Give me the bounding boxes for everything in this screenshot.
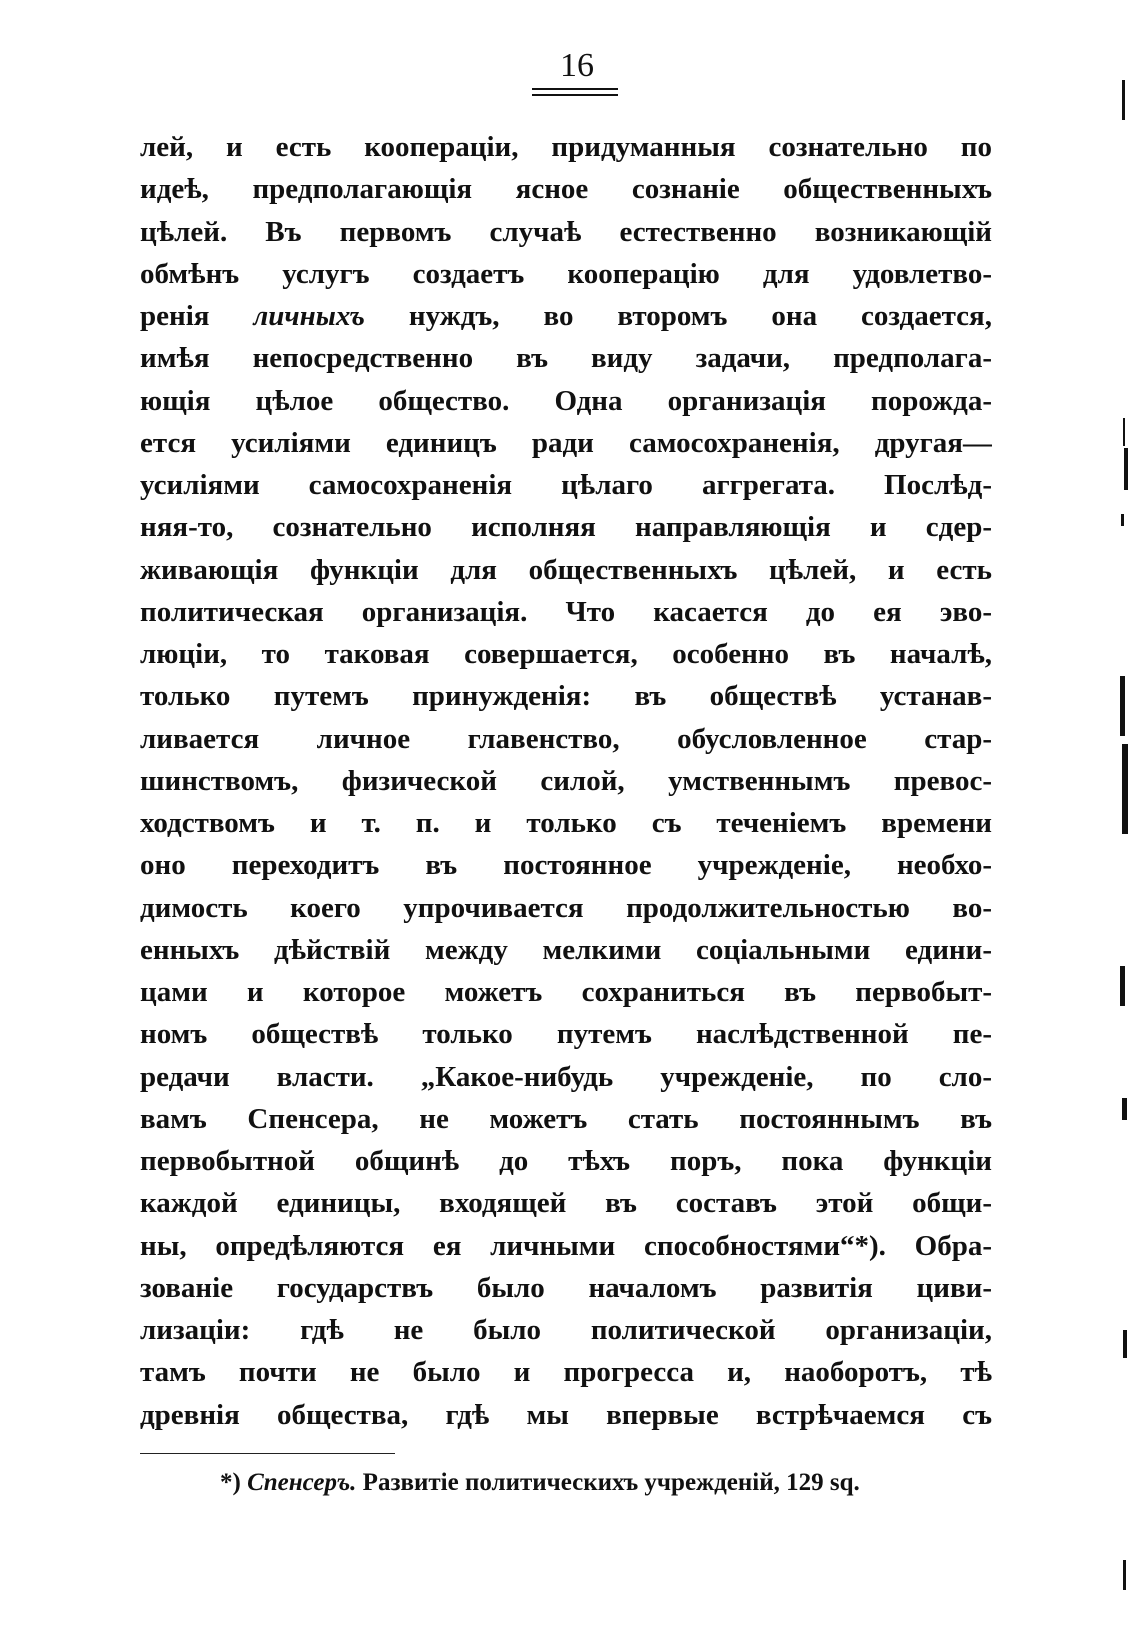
line-segment: тамъ почти не было и прогресса и, наоборотъ, тѣ [140,1356,992,1389]
footnote [220,1466,860,1500]
line-segment: идеѣ, предполагающiя ясное сознанiе общественныхъ [140,173,992,206]
text-line [140,718,992,760]
text-line [140,971,992,1013]
text-line [140,844,992,886]
text-line [140,675,992,717]
line-segment: зованiе государствъ было началомъ развитiя циви- [140,1271,992,1304]
line-segment: редачи власти. „Какое-нибудь учрежденiе, по сло- [140,1060,992,1093]
line-segment: древнiя общества, гдѣ мы впервые встрѣчаемся съ [140,1398,992,1431]
text-line [140,1056,992,1098]
text-line [140,126,992,168]
page-number-rule-top [532,88,618,90]
line-segment: енныхъ дѣйствiй между мелкими соцiальными едини- [140,933,992,966]
page-edge-scan-marks [1080,0,1140,1625]
footnote-text: Развитiе политическихъ учрежденiй, 129 sq. [362,1469,860,1496]
line-segment: ходствомъ и т. п. и только съ теченiемъ времени [140,807,992,839]
text-line [140,422,992,464]
text-line [140,760,992,802]
footnote-rule [140,1453,395,1454]
line-segment: ющiя цѣлое общество. Одна организацiя порожда- [140,384,992,417]
text-line [140,1140,992,1182]
text-line [140,253,992,295]
line-segment: цами и которое можетъ сохраниться въ первобыт- [140,976,992,1008]
line-segment: усилiями самосохраненiя цѣлаго аггрегата. Послѣд- [140,469,992,501]
line-segment: политическая организацiя. Что касается до ея эво- [140,595,992,628]
line-segment: ренiя [140,300,254,332]
text-line [140,633,992,675]
text-line [140,464,992,506]
line-segment: димость коего упрочивается продолжительностью во- [140,891,992,924]
text-line [140,591,992,633]
line-segment: шинствомъ, физической силой, умственнымъ превос- [140,764,992,797]
emphasized-word: личныхъ [253,300,365,332]
line-segment: лизацiи: гдѣ не было политической организацiи, [140,1314,992,1346]
line-segment: цѣлей. Въ первомъ случаѣ естественно возникающiй [140,215,992,248]
text-line [140,1182,992,1224]
line-segment: обмѣнъ услугъ создаетъ кооперацiю для удовлетво- [140,257,992,290]
text-line [140,1309,992,1351]
text-line [140,1351,992,1393]
line-segment: имѣя непосредственно въ виду задачи, предполага- [140,342,992,375]
line-segment: каждой единицы, входящей въ составъ этой общи- [140,1187,992,1220]
text-line [140,337,992,379]
body-text [140,126,992,1436]
text-line [140,549,992,591]
footnote-author: Спенсеръ. [247,1469,357,1496]
line-segment: вамъ Спенсера, не можетъ стать постояннымъ въ [140,1102,992,1135]
page-number-rule-bottom [532,94,618,96]
text-line [140,802,992,844]
line-segment: живающiя функцiи для общественныхъ цѣлей, и есть [140,553,992,586]
text-line [140,1013,992,1055]
line-segment: нуждъ, во второмъ она создается, [364,300,992,332]
line-segment: люцiи, то таковая совершается, особенно въ началѣ, [140,638,992,670]
line-segment: только путемъ принужденiя: въ обществѣ устанав- [140,680,992,713]
text-line [140,929,992,971]
line-segment: лей, и есть кооперацiи, придуманныя сознательно по [140,131,992,163]
text-line [140,380,992,422]
text-line [140,887,992,929]
line-segment: первобытной общинѣ до тѣхъ поръ, пока функцiи [140,1145,992,1177]
line-segment: няя-то, сознательно исполняя направляющiя и сдер- [140,511,992,544]
footnote-marker: *) [220,1469,241,1496]
line-segment: ется усилiями единицъ ради самосохраненiя, другая— [140,426,992,459]
text-line [140,211,992,253]
text-line [140,295,992,337]
line-segment: ливается личное главенство, обусловленное стар- [140,722,992,755]
text-line [140,1394,992,1436]
page-number: 16 [560,47,594,84]
text-line [140,168,992,210]
text-line [140,1267,992,1309]
line-segment: номъ обществѣ только путемъ наслѣдственной пе- [140,1018,992,1051]
line-segment: оно переходитъ въ постоянное учрежденiе, необхо- [140,849,992,882]
text-line [140,1098,992,1140]
line-segment: ны, опредѣляются ея личными способностями“*). Обра- [140,1229,992,1262]
text-line [140,1225,992,1267]
text-line [140,506,992,548]
